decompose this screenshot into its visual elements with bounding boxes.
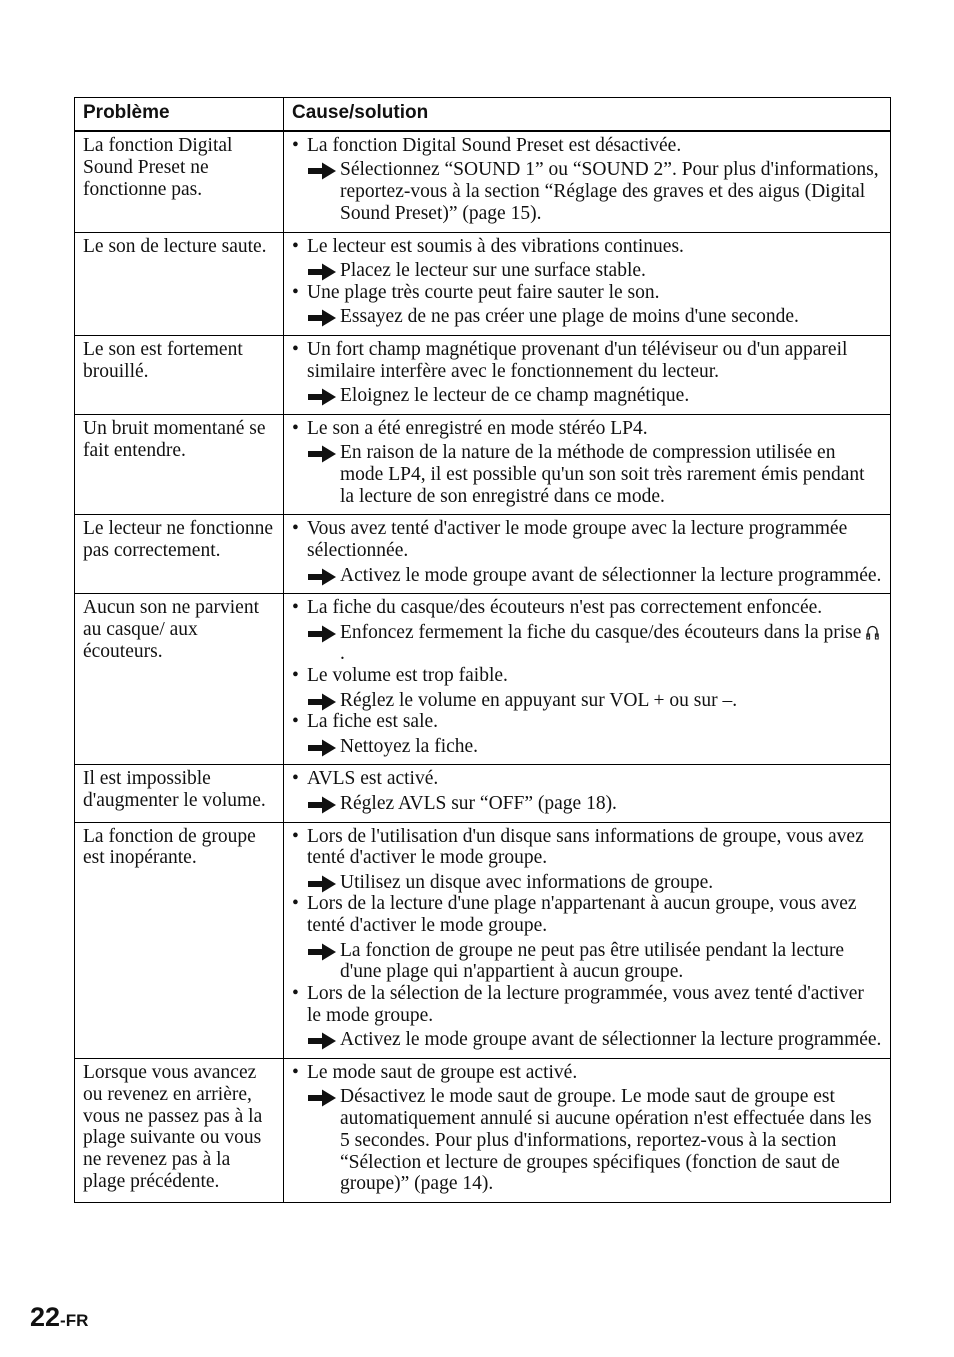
header-probleme: Problème [75,98,284,132]
solution-text: Enfoncez fermement la fiche du casque/des écouteurs dans la prise [340,621,862,643]
cause-item: • AVLS est activé. [292,768,882,790]
problem-text: Lorsque vous avancez ou revenez en arrière, vous ne passez pas à la plage suivante ou vous ne revenez pas à la plage précédente. [83,1061,263,1192]
page-number [30,1302,88,1333]
page-number-value: 22 [30,1302,61,1332]
table-row [75,335,891,414]
table-row [75,594,891,765]
header-cause-solution: Cause/solution [284,98,891,132]
solution-text: Réglez le volume en appuyant sur VOL + ou sur –. [340,689,738,711]
problem-text: Aucun son ne parvient au casque/ aux écouteurs. [83,597,259,662]
problem-text: La fonction de groupe est inopérante. [83,825,256,869]
solution-text: Activez le mode groupe avant de sélectionner la lecture programmée. [340,1029,882,1051]
solution-item [292,385,882,407]
cause-solution-cell [284,131,891,232]
cause-item: • Une plage très courte peut faire sauter le son. [292,282,882,304]
cause-solution-cell [284,822,891,1058]
cause-solution-cell [284,594,891,765]
table-header-row [75,98,891,132]
table-row [75,232,891,335]
cause-item: • Un fort champ magnétique provenant d'un téléviseur ou d'un appareil similaire interfère avec le fonctionnement du lecteur. [292,339,882,383]
problem-text: Il est impossible d'augmenter le volume. [83,768,266,812]
solution-text: En raison de la nature de la méthode de compression utilisée en mode LP4, il est possible qu'un son soit très rarement émis pendant la lecture de son enregistré dans ce mode. [340,442,865,507]
cause-solution-cell [284,232,891,335]
cause-solution-cell [284,515,891,594]
cause-solution-cell [284,335,891,414]
headphone-icon [866,624,879,640]
cause-item: • La fiche du casque/des écouteurs n'est pas correctement enfoncée. [292,597,882,619]
arrow-right-icon [307,445,337,463]
arrow-right-icon [307,625,337,643]
problem-cell [75,594,284,765]
arrow-right-icon [307,875,337,893]
table-body [75,131,891,1203]
cause-solution-cell [284,1058,891,1202]
cause-item: • La fonction Digital Sound Preset est désactivée. [292,135,882,157]
cause-item: • Le volume est trop faible. [292,665,882,687]
cause-item: • Le lecteur est soumis à des vibrations continues. [292,236,882,258]
solution-item [292,872,882,894]
troubleshooting-table [74,97,891,1203]
problem-text: Le son de lecture saute. [83,235,267,257]
problem-cell [75,765,284,822]
solution-item [292,442,882,507]
solution-item [292,736,882,758]
solution-text: La fonction de groupe ne peut pas être utilisée pendant la lecture d'une plage qui n'appartient à aucun groupe. [340,939,845,983]
solution-item [292,159,882,224]
arrow-right-icon [307,693,337,711]
solution-text: Désactivez le mode saut de groupe. Le mode saut de groupe est automatiquement annulé si aucune opération n'est effectuée dans les 5 secondes. Pour plus d'informations, reportez-vous à la section “Sélection et lecture de groupes spécifiques (fonction de saut de groupe)” (page 14). [340,1086,872,1195]
solution-text: Essayez de ne pas créer une plage de moins d'une seconde. [340,306,799,328]
solution-text: Placez le lecteur sur une surface stable. [340,259,646,281]
arrow-right-icon [307,568,337,586]
cause-solution-cell [284,765,891,822]
table-row [75,131,891,232]
arrow-right-icon [307,263,337,281]
page-number-suffix: -FR [60,1311,89,1330]
solution-item [292,1029,882,1051]
solution-text: Utilisez un disque avec informations de groupe. [340,871,714,893]
arrow-right-icon [307,739,337,757]
solution-item [292,690,882,712]
arrow-right-icon [307,309,337,327]
cause-solution-cell [284,414,891,515]
solution-item [292,1086,882,1195]
solution-item [292,793,882,815]
cause-item: • Lors de l'utilisation d'un disque sans informations de groupe, vous avez tenté d'activer le mode groupe. [292,826,882,870]
solution-item: Enfoncez fermement la fiche du casque/des écouteurs dans la prise . [292,622,882,666]
problem-cell [75,1058,284,1202]
arrow-right-icon [307,1089,337,1107]
solution-item [292,565,882,587]
problem-text: Le lecteur ne fonctionne pas correctement. [83,518,274,562]
solution-item [292,260,882,282]
solution-item [292,940,882,984]
solution-item [292,306,882,328]
solution-text: Eloignez le lecteur de ce champ magnétique. [340,384,690,406]
problem-text: Le son est fortement brouillé. [83,338,243,382]
arrow-right-icon [307,388,337,406]
solution-text: Réglez AVLS sur “OFF” (page 18). [340,792,617,814]
table-row [75,1058,891,1202]
solution-text: Nettoyez la fiche. [340,735,479,757]
table-row [75,515,891,594]
table-row [75,822,891,1058]
cause-item: • Le son a été enregistré en mode stéréo LP4. [292,418,882,440]
cause-item: • Lors de la lecture d'une plage n'appartenant à aucun groupe, vous avez tenté d'activer le mode groupe. [292,893,882,937]
cause-item: • Lors de la sélection de la lecture programmée, vous avez tenté d'activer le mode groupe. [292,983,882,1027]
solution-text: Activez le mode groupe avant de sélectionner la lecture programmée. [340,564,882,586]
solution-text: Sélectionnez “SOUND 1” ou “SOUND 2”. Pour plus d'informations, reportez-vous à la section “Réglage des graves et des aigus (Digital Sound Preset)” (page 15). [340,159,879,224]
cause-item: • Vous avez tenté d'activer le mode groupe avec la lecture programmée sélectionnée. [292,518,882,562]
arrow-right-icon [307,796,337,814]
arrow-right-icon [307,1032,337,1050]
problem-cell [75,335,284,414]
cause-item: • Le mode saut de groupe est activé. [292,1062,882,1084]
problem-text: La fonction Digital Sound Preset ne fonctionne pas. [83,135,233,200]
problem-text: Un bruit momentané se fait entendre. [83,417,266,461]
problem-cell [75,232,284,335]
arrow-right-icon [307,162,337,180]
problem-cell [75,822,284,1058]
arrow-right-icon [307,943,337,961]
cause-item: • La fiche est sale. [292,711,882,733]
table-row [75,414,891,515]
problem-cell [75,414,284,515]
problem-cell [75,131,284,232]
problem-cell [75,515,284,594]
table-row [75,765,891,822]
